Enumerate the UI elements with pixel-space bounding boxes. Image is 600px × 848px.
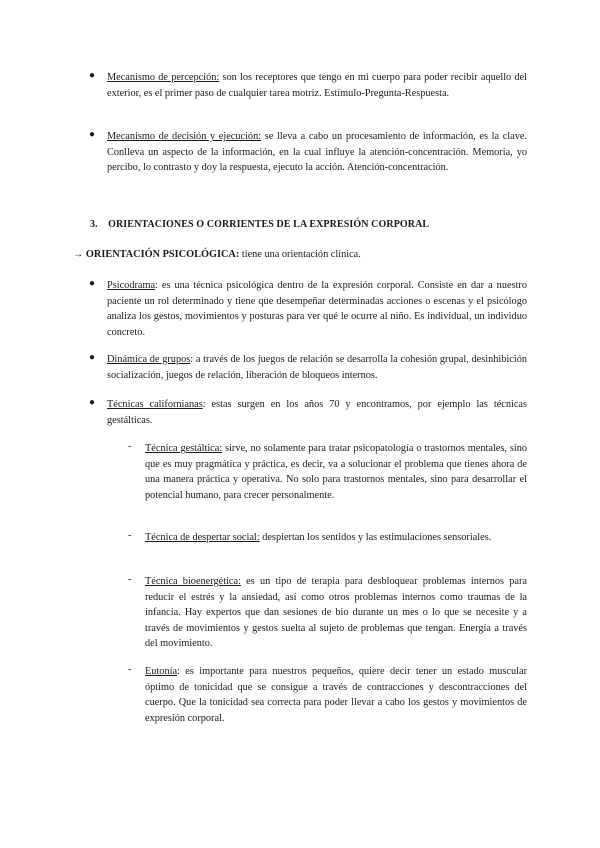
dash-icon: -	[128, 664, 132, 675]
item-title: Eutonía	[145, 666, 178, 677]
sub-list-item	[128, 664, 527, 726]
orientation-label: ORIENTACIÓN PSICOLÓGICA:	[85, 249, 240, 260]
paragraph	[107, 278, 527, 340]
item-text: : es importante para nuestros pequeños, quiere decir tener un estado muscular óptimo de tonicidad que se consigue a través de contracciones y descontracciones del cuerpo. Que la tonicidad sea correcta para poder llevar a cabo los gestos y movimientos de expresión corporal.	[145, 666, 527, 724]
sub-list-item	[128, 441, 527, 503]
section-heading	[90, 219, 429, 230]
sub-list-item	[128, 574, 527, 652]
item-text: : estas surgen en los años 70 y encontramos, por ejemplo las técnicas gestálticas.	[107, 399, 527, 426]
list-item	[89, 352, 527, 383]
bullet-icon: ●	[89, 352, 96, 363]
paragraph	[107, 397, 527, 428]
item-text: : es una técnica psicológica dentro de la expresión corporal. Consiste en dar a nuestro paciente un rol determinado y tiene que desempeñar determinadas acciones o escenas y el psicólogo analiza los gestos, movimientos y posturas para ver qué le ocurre al niño. Es individual, un individuo concreto.	[107, 280, 527, 338]
arrow-icon: →	[73, 249, 84, 260]
list-item	[89, 129, 528, 176]
bullet-icon: ●	[89, 278, 96, 289]
paragraph	[145, 441, 527, 503]
bullet-icon: ●	[89, 129, 96, 140]
item-title: Mecanismo de percepción:	[107, 72, 220, 83]
item-text: sirve, no solamente para tratar psicopatología o trastornos mentales, sino que es muy pragmática y práctica, es decir, va a solucionar el problema que tienes ahora de una manera práctica y operativa. No solo para trastornos mentales, sino para desarrollar el potencial humano, para crecer personalmente.	[145, 443, 527, 501]
orientation-line	[73, 247, 527, 263]
item-title: Técnicas californianas	[107, 399, 203, 410]
dash-icon: -	[128, 574, 132, 585]
bullet-icon: ●	[89, 397, 96, 408]
list-item	[89, 397, 527, 428]
item-title: Psicodrama	[107, 280, 156, 291]
item-title: Técnica de despertar social:	[145, 532, 260, 543]
list-item	[89, 70, 527, 101]
dash-icon: -	[128, 441, 132, 452]
section-number: 3.	[90, 219, 98, 230]
item-text: se lleva a cabo un procesamiento de información, es la clave. Conlleva un aspecto de la información, en la cual influye la atención-concentración. Memoria, yo percibo, lo contrasto y doy la respuesta, ejecuto la acción. Atención-concentración.	[107, 131, 528, 173]
paragraph	[145, 530, 527, 546]
dash-icon: -	[128, 530, 132, 541]
item-text: despiertan los sentidos y las estimulaciones sensoriales.	[259, 532, 492, 543]
paragraph	[145, 664, 527, 726]
paragraph	[145, 574, 527, 652]
sub-list-item	[128, 530, 527, 546]
item-title: Técnica bioenergética:	[145, 576, 241, 587]
item-title: Técnica gestáltica:	[145, 443, 223, 454]
paragraph	[107, 70, 527, 101]
list-item	[89, 278, 527, 340]
item-title: Mecanismo de decisión y ejecución:	[107, 131, 262, 142]
item-text: : a través de los juegos de relación se desarrolla la cohesión grupal, desinhibición socialización, juegos de relación, liberación de bloqueos internos.	[107, 354, 527, 381]
paragraph	[107, 129, 527, 176]
item-text: es un tipo de terapia para desbloquear problemas internos para reducir el estrés y la ansiedad, así como otros problemas internos como traumas de la infancia. Hay expertos que dan sesiones de bio durante un mes o lo que se necesite y a través de movimientos y gestos suelta al sujeto de problemas que tengan. Energía a través del movimiento.	[145, 576, 527, 649]
bullet-icon: ●	[89, 70, 96, 81]
item-text: son los receptores que tengo en mi cuerpo para poder recibir aquello del exterior, es el primer paso de cualquier tarea motriz. Estímulo-Pregunta-Respuesta.	[107, 72, 527, 99]
item-title: Dinámica de grupos	[107, 354, 191, 365]
paragraph	[107, 352, 527, 383]
orientation-text: tiene una orientación clínica.	[239, 249, 361, 260]
section-title: ORIENTACIONES O CORRIENTES DE LA EXPRESIÓN CORPORAL	[108, 219, 430, 230]
